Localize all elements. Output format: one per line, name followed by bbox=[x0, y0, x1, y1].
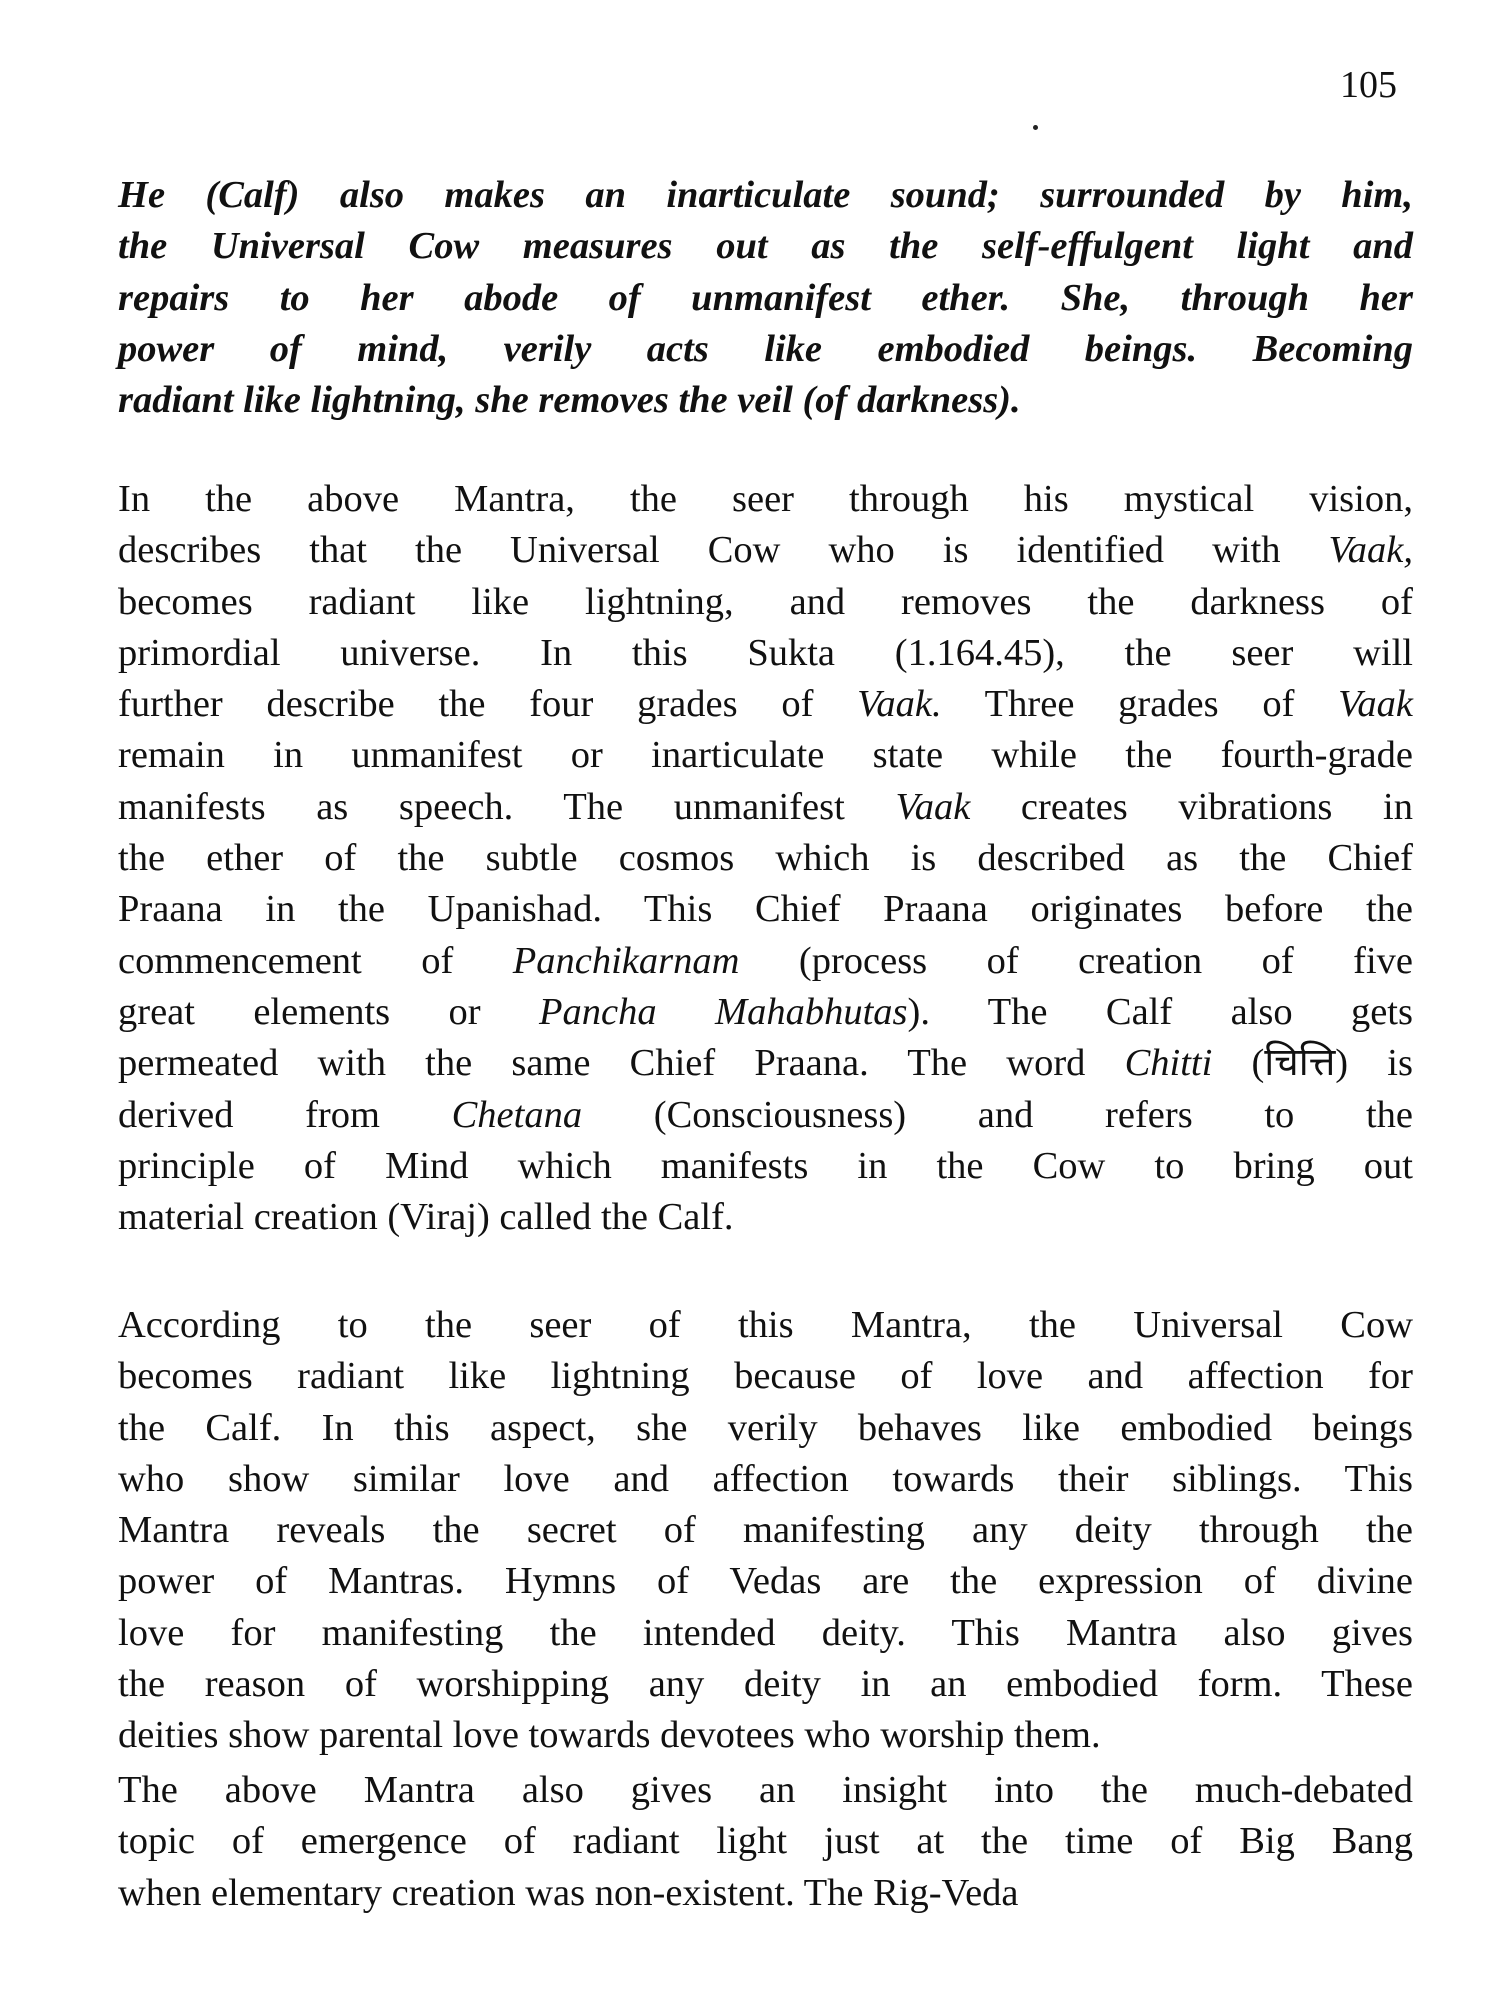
italic-term: Chetana bbox=[451, 1093, 583, 1136]
text-line: In the above Mantra, the seer through his mystical vision, bbox=[118, 478, 1413, 520]
text-line: the Calf. In this aspect, she verily behaves like embodied beings bbox=[118, 1406, 1413, 1449]
text-line: commencement of Panchikarnam (process of creation of five bbox=[118, 939, 1413, 982]
verse-line: repairs to her abode of unmanifest ether. She, through her bbox=[118, 276, 1413, 319]
text-line: love for manifesting the intended deity. This Mantra also gives bbox=[118, 1611, 1413, 1654]
text-line: primordial universe. In this Sukta (1.164.45), the seer will bbox=[118, 631, 1413, 674]
text-line: material creation (Viraj) called the Calf. bbox=[118, 1196, 734, 1239]
print-speck bbox=[1033, 125, 1038, 130]
italic-term: Vaak. bbox=[857, 683, 942, 726]
italic-term: Vaak bbox=[895, 785, 971, 828]
text-line: becomes radiant like lightning, and removes the darkness of bbox=[118, 580, 1413, 623]
verse-line: radiant like lightning, she removes the veil (of darkness). bbox=[118, 379, 1021, 422]
text-line: deities show parental love towards devotees who worship them. bbox=[118, 1714, 1101, 1757]
italic-term: Chitti bbox=[1124, 1042, 1213, 1085]
text-line: topic of emergence of radiant light just at the time of Big Bang bbox=[118, 1820, 1413, 1863]
italic-term: Pancha Mahabhutas bbox=[539, 990, 908, 1033]
italic-term: Vaak, bbox=[1328, 529, 1413, 572]
text-line: the reason of worshipping any deity in an embodied form. These bbox=[118, 1663, 1413, 1706]
text-line: Praana in the Upanishad. This Chief Praana originates before the bbox=[118, 888, 1413, 931]
page-number: 105 bbox=[1340, 64, 1397, 106]
paragraph-love-affection bbox=[118, 1300, 1413, 1762]
text-line: further describe the four grades of Vaak. Three grades of Vaak bbox=[118, 683, 1413, 726]
text-line: describes that the Universal Cow who is identified with Vaak, bbox=[118, 529, 1413, 572]
text-line: permeated with the same Chief Praana. The word Chitti (चित्ति) is bbox=[118, 1042, 1413, 1085]
text-line: remain in unmanifest or inarticulate state while the fourth-grade bbox=[118, 734, 1413, 777]
paragraph-big-bang bbox=[118, 1765, 1413, 1919]
text-line: great elements or Pancha Mahabhutas). The Calf also gets bbox=[118, 990, 1413, 1033]
text-line: According to the seer of this Mantra, the Universal Cow bbox=[118, 1304, 1413, 1346]
verse-translation bbox=[118, 170, 1413, 426]
text-line: when elementary creation was non-existent. The Rig-Veda bbox=[118, 1871, 1019, 1914]
text-line: power of Mantras. Hymns of Vedas are the expression of divine bbox=[118, 1560, 1413, 1603]
text-line: the ether of the subtle cosmos which is described as the Chief bbox=[118, 837, 1413, 880]
paragraph-commentary bbox=[118, 474, 1413, 1243]
verse-line: He (Calf) also makes an inarticulate sound; surrounded by him, bbox=[118, 174, 1413, 216]
text-line: who show similar love and affection towards their siblings. This bbox=[118, 1457, 1413, 1500]
text-line: principle of Mind which manifests in the Cow to bring out bbox=[118, 1144, 1413, 1187]
text-line: The above Mantra also gives an insight into the much-debated bbox=[118, 1769, 1413, 1811]
text-line: manifests as speech. The unmanifest Vaak creates vibrations in bbox=[118, 785, 1413, 828]
verse-line: power of mind, verily acts like embodied beings. Becoming bbox=[118, 327, 1413, 370]
italic-term: Panchikarnam bbox=[512, 939, 740, 982]
text-line: derived from Chetana (Consciousness) and refers to the bbox=[118, 1093, 1413, 1136]
text-line: Mantra reveals the secret of manifesting any deity through the bbox=[118, 1509, 1413, 1552]
text-line: becomes radiant like lightning because of love and affection for bbox=[118, 1355, 1413, 1398]
verse-line: the Universal Cow measures out as the self-effulgent light and bbox=[118, 225, 1413, 268]
italic-term: Vaak bbox=[1338, 683, 1413, 726]
